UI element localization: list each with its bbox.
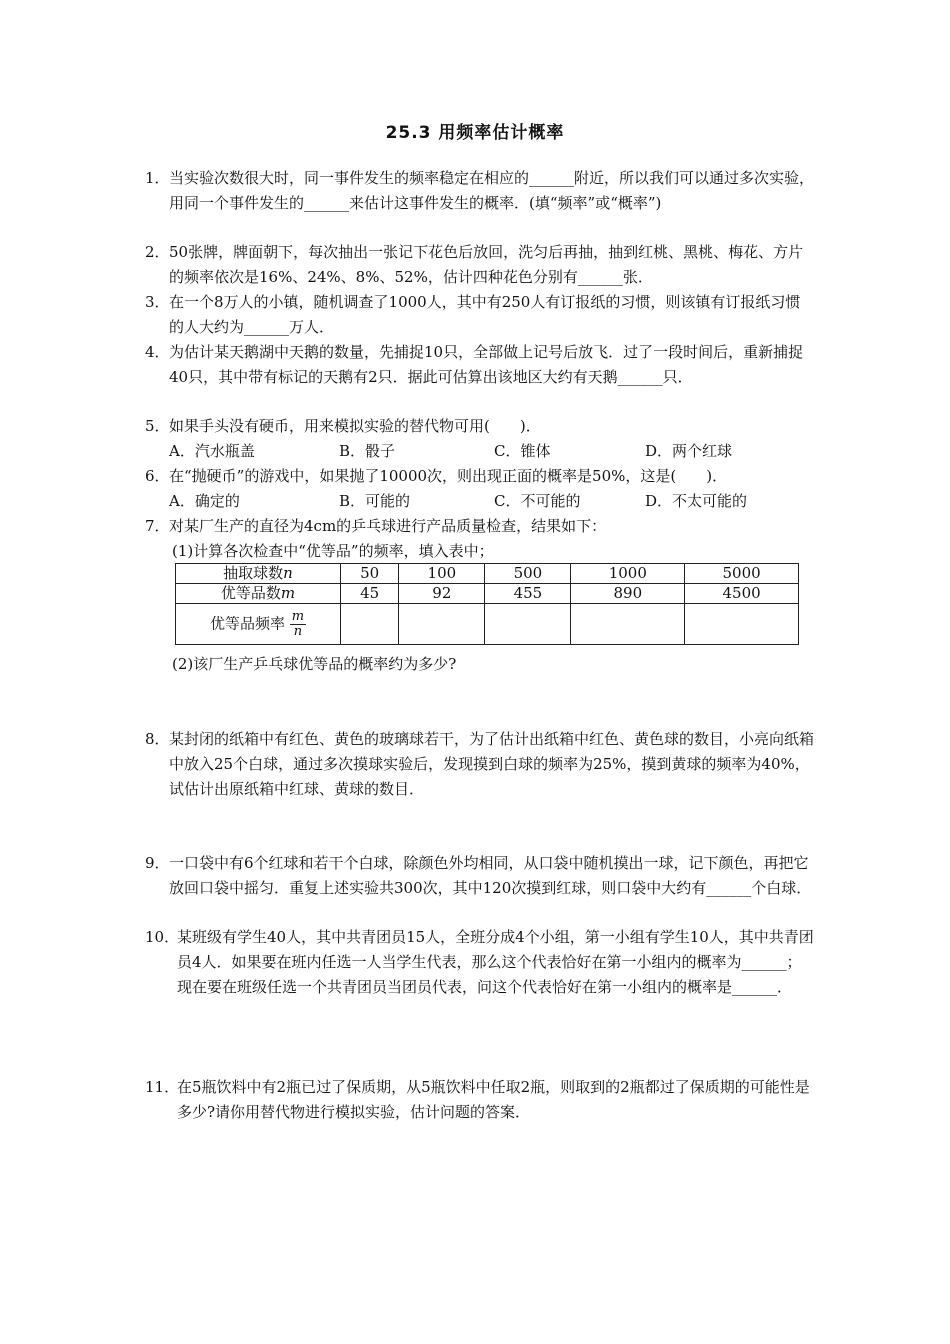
question-number: 7． [145, 517, 170, 535]
question-text: 在“抛硬币”的游戏中，如果抛了10000次，则出现正面的概率是50%，这是( )． [169, 467, 728, 485]
question-text: 如果手头没有硬币，用来模拟实验的替代物可用( )． [169, 417, 541, 435]
question-3 [145, 290, 815, 340]
answer-cell[interactable] [399, 604, 485, 645]
question-9 [145, 851, 815, 901]
question-7 [145, 514, 815, 539]
option-a: A．汽水瓶盖 [169, 442, 255, 460]
question-1 [145, 166, 815, 216]
option-a: A．确定的 [169, 492, 240, 510]
row-header [176, 564, 341, 584]
table-cell: 92 [399, 584, 485, 604]
table-cell: 1000 [571, 564, 685, 584]
question-text: 一口袋中有6个红球和若干个白球，除颜色外均相同，从口袋中随机摸出一球，记下颜色，再把它放回口袋中摇匀．重复上述实验共300次，其中120次摸到红球，则口袋中大约有______个白球． [169, 854, 812, 897]
question-number: 5． [145, 417, 170, 435]
option-d: D．两个红球 [645, 442, 733, 460]
question-7-part-1: (1)计算各次检查中“优等品”的频率，填入表中； [172, 542, 494, 560]
question-number: 8． [145, 730, 170, 748]
table-cell: 50 [341, 564, 399, 584]
question-5-options [169, 439, 809, 464]
option-b: B．可能的 [339, 492, 411, 510]
table-cell: 45 [341, 584, 399, 604]
table-row [176, 564, 799, 584]
quality-table [175, 563, 799, 645]
question-text: 在一个8万人的小镇，随机调查了1000人，其中有250人有订报纸的习惯，则该镇有订报纸习惯的人大约为______万人． [169, 293, 801, 336]
question-number: 9． [145, 854, 170, 872]
question-number: 3． [145, 293, 170, 311]
question-5 [145, 414, 815, 439]
question-text: 在5瓶饮料中有2瓶已过了保质期，从5瓶饮料中任取2瓶，则取到的2瓶都过了保质期的可能性是多少?请你用替代物进行模拟实验，估计问题的答案． [177, 1078, 810, 1121]
table-row [176, 584, 799, 604]
question-text: 对某厂生产的直径为4cm的乒乓球进行产品质量检查，结果如下： [169, 517, 607, 535]
question-text: 某班级有学生40人，其中共青团员15人，全班分成4个小组，第一小组有学生10人，其中共青团员4人．如果要在班内任选一人当学生代表，那么这个代表恰好在第一小组内的概率为______；现在要在班级任选一个共青团员当团员代表，问这个代表恰好在第一小组内的概率是______． [177, 928, 814, 996]
table-cell: 455 [485, 584, 571, 604]
answer-cell[interactable] [341, 604, 399, 645]
question-6-options [169, 489, 809, 514]
option-c: C．不可能的 [494, 492, 581, 510]
row-variable: n [283, 564, 293, 582]
fraction-numerator: m [291, 608, 305, 624]
question-2 [145, 240, 815, 290]
row-label: 优等品数 [220, 584, 281, 602]
question-number: 4． [145, 343, 170, 361]
option-b: B．骰子 [339, 442, 396, 460]
row-variable: m [280, 584, 296, 602]
question-6 [145, 464, 815, 489]
question-text: 为估计某天鹅湖中天鹅的数量，先捕捉10只，全部做上记号后放飞．过了一段时间后，重新捕捉40只，其中带有标记的天鹅有2只．据此可估算出该地区大约有天鹅______只． [169, 343, 804, 386]
table-row [176, 604, 799, 645]
question-8 [145, 727, 815, 802]
row-header [176, 604, 341, 645]
table-cell: 4500 [685, 584, 799, 604]
answer-cell[interactable] [685, 604, 799, 645]
table-cell: 100 [399, 564, 485, 584]
page-title: 25.3 用频率估计概率 [385, 123, 565, 143]
question-number: 2． [145, 243, 170, 261]
question-number: 11． [145, 1078, 180, 1096]
row-header [176, 584, 341, 604]
answer-cell[interactable] [485, 604, 571, 645]
question-text: 当实验次数很大时，同一事件发生的频率稳定在相应的______附近，所以我们可以通过多次实验，用同一个事件发生的______来估计这事件发生的概率．(填“频率”或“概率”) [169, 169, 815, 212]
table-cell: 5000 [685, 564, 799, 584]
row-label: 抽取球数 [223, 564, 284, 582]
row-label: 优等品频率 [209, 614, 285, 632]
option-d: D．不太可能的 [645, 492, 748, 510]
question-10 [145, 925, 815, 1000]
table-cell: 500 [485, 564, 571, 584]
question-4 [145, 340, 815, 390]
question-7-part-2: (2)该厂生产乒乓球优等品的概率约为多少? [172, 655, 457, 673]
question-number: 1． [145, 169, 170, 187]
option-c: C．锥体 [494, 442, 551, 460]
question-number: 10． [145, 928, 180, 946]
question-text: 某封闭的纸箱中有红色、黄色的玻璃球若干，为了估计出纸箱中红色、黄色球的数目，小亮向纸箱中放入25个白球，通过多次摸球实验后，发现摸到白球的频率为25%，摸到黄球的频率为40%，试估计出原纸箱中红球、黄球的数目． [169, 730, 815, 798]
fraction [290, 610, 306, 639]
question-11 [145, 1075, 815, 1125]
answer-cell[interactable] [571, 604, 685, 645]
table-cell: 890 [571, 584, 685, 604]
fraction-denominator: n [293, 623, 303, 639]
question-text: 50张牌，牌面朝下，每次抽出一张记下花色后放回，洗匀后再抽，抽到红桃、黑桃、梅花、方片的频率依次是16%、24%、8%、52%，估计四种花色分别有______张． [169, 243, 804, 286]
question-number: 6． [145, 467, 170, 485]
